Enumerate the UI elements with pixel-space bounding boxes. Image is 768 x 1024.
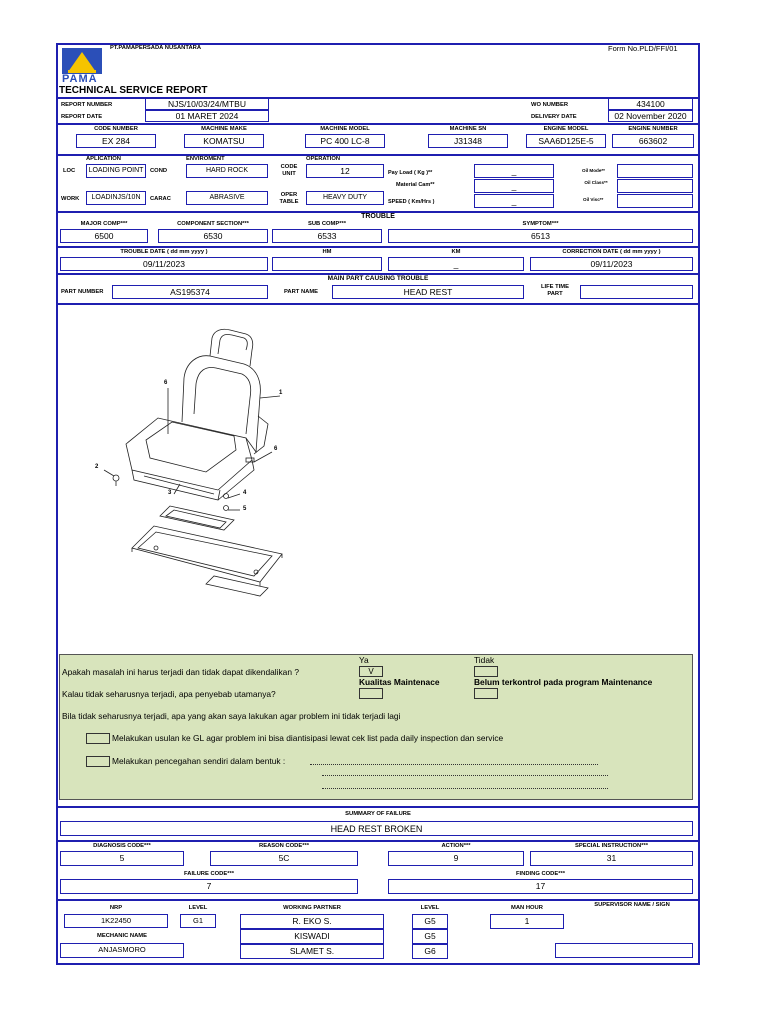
major-comp[interactable]: 6500	[60, 229, 148, 243]
level[interactable]: G1	[180, 914, 216, 928]
life-time[interactable]	[580, 285, 693, 299]
symptom-label: SYMPTOM***	[522, 221, 559, 227]
reason-code-label: REASON CODE***	[259, 843, 309, 849]
code-unit-label	[275, 164, 303, 178]
finding-code[interactable]: 17	[388, 879, 693, 894]
supervisor-label: SUPERVISOR NAME / SIGN	[594, 902, 670, 908]
oper-table-label-text: OPER TABLE	[279, 192, 299, 205]
engine-number-label: ENGINE NUMBER	[628, 126, 678, 132]
work[interactable]: LOADINJS/10N	[86, 191, 146, 205]
pay-load[interactable]: _	[474, 164, 554, 178]
code-number-label: CODE NUMBER	[94, 126, 138, 132]
delivery-date-label: DELIVERY DATE	[531, 114, 577, 120]
correction-date-label: CORRECTION DATE ( dd mm yyyy )	[562, 249, 661, 255]
form-number: Form No.PLD/FFI/01	[608, 44, 678, 53]
wo-number-label: WO NUMBER	[531, 102, 569, 108]
enviroment-label: ENVIROMENT	[186, 156, 225, 162]
action-label: ACTION***	[441, 843, 471, 849]
page-title: TECHNICAL SERVICE REPORT	[59, 85, 208, 96]
nrp[interactable]: 1K22450	[64, 914, 168, 928]
partner-1[interactable]: R. EKO S.	[240, 914, 384, 929]
main-part-title: MAIN PART CAUSING TROUBLE	[327, 275, 429, 282]
summary-text[interactable]: HEAD REST BROKEN	[60, 821, 693, 836]
work-label: WORK	[61, 196, 80, 202]
oil-class-label: Oil Class**	[584, 180, 608, 185]
supervisor-sign[interactable]	[555, 943, 693, 958]
seat-cushion	[126, 418, 252, 490]
component-section[interactable]: 6530	[158, 229, 268, 243]
seat-backrest	[182, 356, 260, 452]
special-instruction[interactable]: 31	[530, 851, 693, 866]
code-number[interactable]: EX 284	[76, 134, 156, 148]
machine-make[interactable]: KOMATSU	[184, 134, 264, 148]
action-code[interactable]: 9	[388, 851, 524, 866]
trouble-date-label: TROUBLE DATE ( dd mm yyyy )	[120, 249, 208, 255]
sub-comp-label: SUB COMP***	[307, 221, 346, 227]
cond-label: COND	[150, 168, 168, 174]
action-2: Melakukan pencegahan sendiri dalam bentuk :	[112, 756, 286, 766]
summary-title: SUMMARY OF FAILURE	[345, 811, 411, 817]
pay-load-label: Pay Load ( Kg )**	[388, 170, 433, 176]
speed-label: SPEED ( Km/Hrs )	[388, 199, 435, 205]
tidak-checkbox[interactable]	[474, 666, 498, 677]
action-2-line-3[interactable]	[322, 788, 608, 789]
oper-table[interactable]: HEAVY DUTY	[306, 191, 384, 205]
oil-mode-label: Oil Mode**	[582, 168, 605, 173]
belum-checkbox[interactable]	[474, 688, 498, 699]
level-label: LEVEL	[188, 905, 208, 911]
machine-model[interactable]: PC 400 LC-8	[305, 134, 385, 148]
reason-code[interactable]: 5C	[210, 851, 358, 866]
material-cam-label: Material Cam**	[396, 182, 435, 188]
ya-checkbox[interactable]: V	[359, 666, 383, 677]
callout-2: 2	[95, 464, 99, 470]
carac-label: CARAC	[150, 196, 171, 202]
option-kualitas: Kualitas Maintenace	[359, 677, 440, 687]
report-number[interactable]: NJS/10/03/24/MTBU	[145, 98, 269, 110]
man-hour[interactable]: 1	[490, 914, 564, 929]
slide-rail	[160, 506, 234, 530]
major-comp-label: MAJOR COMP***	[80, 221, 128, 227]
oil-visc-label: Oil Visc**	[583, 197, 604, 202]
kualitas-checkbox[interactable]	[359, 688, 383, 699]
option-belum: Belum terkontrol pada program Maintenance	[474, 677, 653, 687]
carac[interactable]: ABRASIVE	[186, 191, 268, 205]
company-name: PT.PAMAPERSADA NUSANTARA	[110, 45, 202, 51]
delivery-date[interactable]: 02 November 2020	[608, 110, 693, 122]
failure-code-label: FAILURE CODE***	[184, 871, 234, 877]
working-partner-label: WORKING PARTNER	[283, 905, 341, 911]
callout-4: 4	[243, 490, 247, 496]
special-instruction-label: SPECIAL INSTRUCTION***	[574, 843, 648, 849]
callout-5: 5	[243, 506, 247, 512]
action-2-line-2[interactable]	[322, 775, 608, 776]
seat-base-plate	[132, 526, 282, 582]
component-section-label: COMPONENT SECTION***	[177, 221, 249, 227]
tidak-label: Tidak	[474, 655, 495, 665]
code-unit-label-text: CODE UNIT	[280, 164, 298, 177]
sub-comp[interactable]: 6533	[272, 229, 382, 243]
callout-6b: 6	[274, 446, 278, 452]
question-2: Kalau tidak seharusnya terjadi, apa penyebab utamanya?	[62, 689, 276, 699]
nrp-label: NRP	[109, 905, 123, 911]
oil-mode[interactable]	[617, 164, 693, 178]
action-1-checkbox[interactable]	[86, 733, 110, 744]
callout-1: 1	[279, 390, 283, 396]
engine-model-label: ENGINE MODEL	[543, 126, 589, 132]
action-2-checkbox[interactable]	[86, 756, 110, 767]
partner-3[interactable]: SLAMET S.	[240, 944, 384, 959]
symptom[interactable]: 6513	[388, 229, 693, 243]
part-diagram	[86, 326, 306, 616]
engine-model[interactable]: SAA6D125E-5	[526, 134, 606, 148]
company-logo	[60, 46, 106, 86]
action-1: Melakukan usulan ke GL agar problem ini bisa diantisipasi lewat cek list pada daily inspection dan service	[112, 733, 504, 743]
oper-table-label	[275, 192, 303, 206]
partner-level-3[interactable]: G6	[412, 944, 448, 959]
loc-label: LOC	[63, 168, 76, 174]
question-1: Apakah masalah ini harus terjadi dan tidak dapat dikendalikan ?	[62, 667, 299, 677]
diagnosis-code[interactable]: 5	[60, 851, 184, 866]
partner-level-1[interactable]: G5	[412, 914, 448, 929]
action-2-line-1[interactable]	[310, 764, 598, 765]
callout-3: 3	[168, 490, 172, 496]
diagnosis-code-label: DIAGNOSIS CODE***	[93, 843, 151, 849]
oil-class[interactable]	[617, 179, 693, 193]
part-number-label: PART NUMBER	[61, 289, 104, 295]
correction-date[interactable]: 09/11/2023	[530, 257, 693, 271]
report-date-label: REPORT DATE	[61, 114, 103, 120]
km-label: KM	[451, 249, 461, 255]
mechanic-name[interactable]: ANJASMORO	[60, 943, 184, 958]
hm[interactable]	[272, 257, 382, 271]
speed[interactable]: _	[474, 194, 554, 208]
report-number-label: REPORT NUMBER	[61, 102, 113, 108]
report-date[interactable]: 01 MARET 2024	[145, 110, 269, 122]
failure-code[interactable]: 7	[60, 879, 358, 894]
material-cam[interactable]: _	[474, 179, 554, 193]
part-name[interactable]: HEAD REST	[332, 285, 524, 299]
trouble-section-title: TROUBLE	[361, 213, 395, 220]
oil-visc[interactable]	[617, 194, 693, 208]
mechanic-name-label: MECHANIC NAME	[97, 933, 147, 939]
callout-6a: 6	[164, 380, 168, 386]
engine-number[interactable]: 663602	[612, 134, 694, 148]
hm-label: HM	[322, 249, 332, 255]
machine-sn[interactable]: J31348	[428, 134, 508, 148]
question-3: Bila tidak seharusnya terjadi, apa yang akan saya lakukan agar problem ini tidak terjadi lagi	[62, 711, 401, 721]
man-hour-label: MAN HOUR	[511, 905, 543, 911]
logo-text: PAMA	[62, 73, 98, 85]
partner-2[interactable]: KISWADI	[240, 929, 384, 944]
loc[interactable]: LOADING POINT	[86, 164, 146, 178]
finding-code-label: FINDING CODE***	[516, 871, 565, 877]
partner-level-2[interactable]: G5	[412, 929, 448, 944]
trouble-date[interactable]: 09/11/2023	[60, 257, 268, 271]
km[interactable]: _	[388, 257, 524, 271]
part-number[interactable]: AS195374	[112, 285, 268, 299]
wo-number[interactable]: 434100	[608, 98, 693, 110]
machine-model-label: MACHINE MODEL	[320, 126, 370, 132]
machine-sn-label: MACHINE SN	[449, 126, 487, 132]
aplication-label: APLICATION	[86, 156, 121, 162]
ya-label: Ya	[359, 655, 369, 665]
part-name-label: PART NAME	[284, 289, 319, 295]
life-time-label: LIFE TIME PART	[540, 284, 570, 297]
code-unit[interactable]: 12	[306, 164, 384, 178]
machine-make-label: MACHINE MAKE	[201, 126, 247, 132]
operation-label: OPERATION	[306, 156, 341, 162]
partner-level-label: LEVEL	[420, 905, 440, 911]
cond[interactable]: HARD ROCK	[186, 164, 268, 178]
